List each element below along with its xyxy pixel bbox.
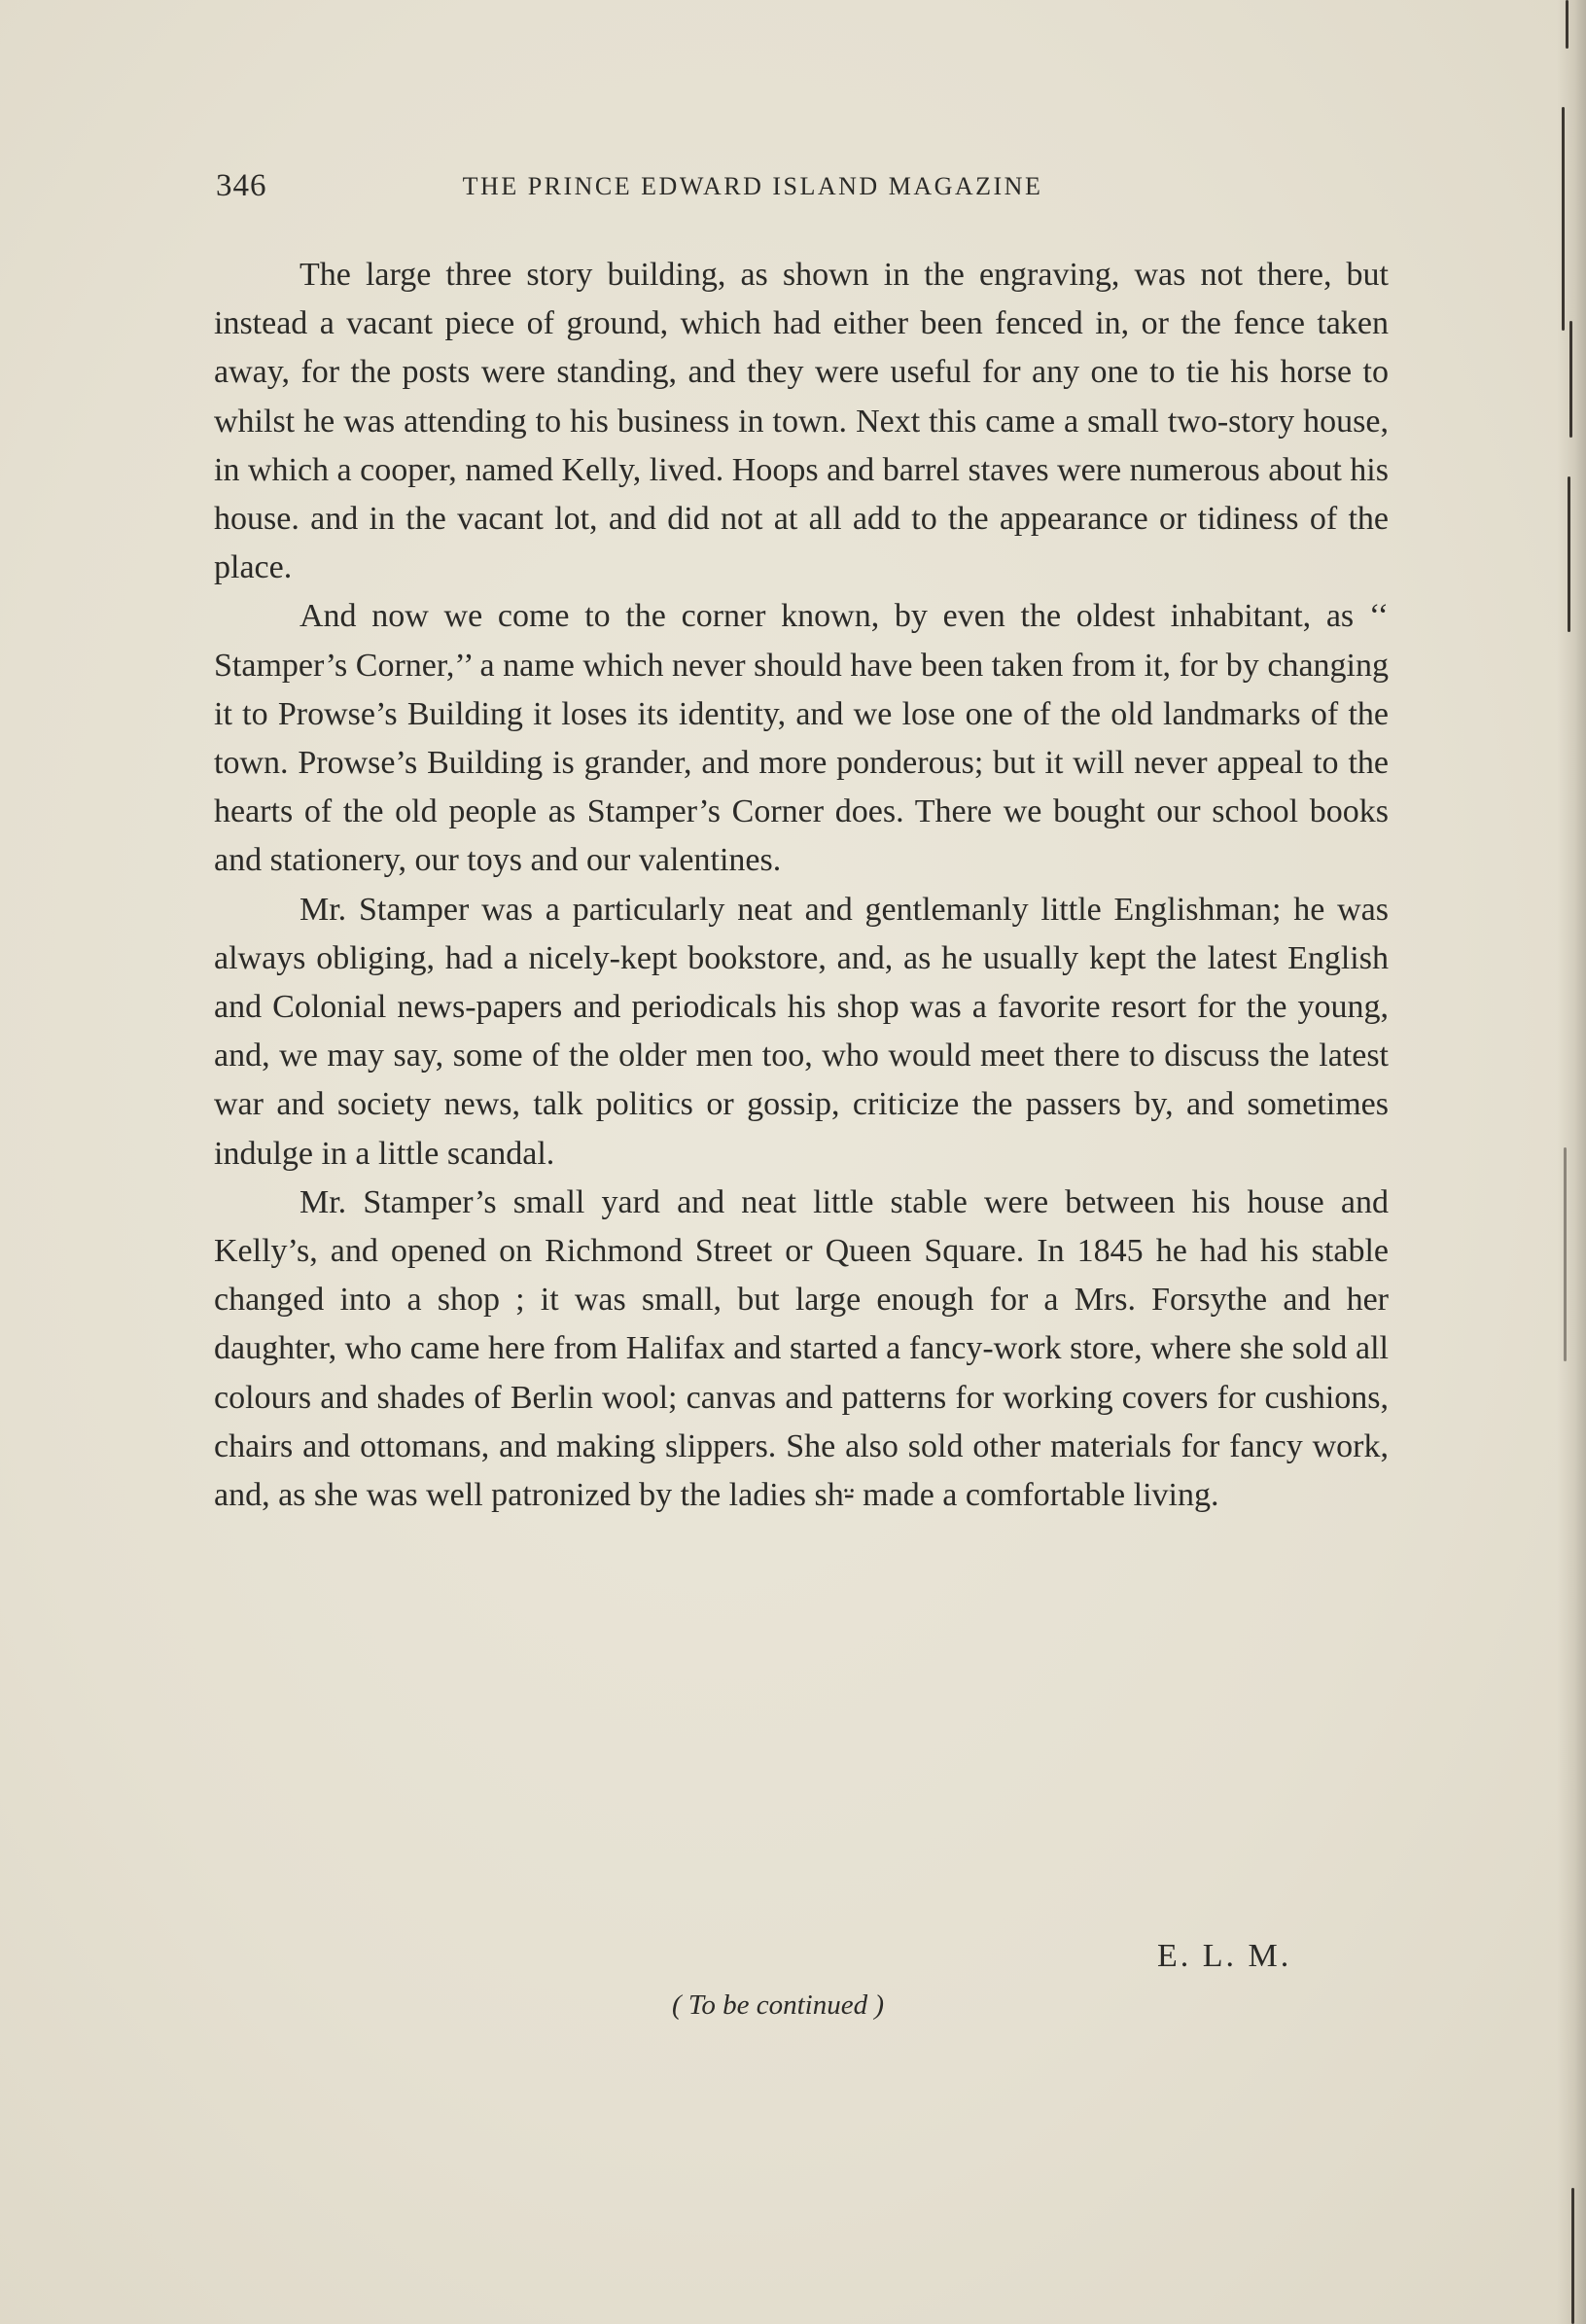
running-title: THE PRINCE EDWARD ISLAND MAGAZINE xyxy=(462,172,1043,200)
page-edge-mark xyxy=(1569,321,1572,438)
running-header xyxy=(216,168,1202,207)
paragraph: Mr. Stamper was a particularly neat and gentlemanly little Englishman; he was always obliging, had a nicely-kept bookstore, and, as he usually kept the latest English and Colonial news-papers and periodicals his shop was a favorite resort for the young, and, we may say, some of the older men too, who would meet there to discuss the latest war and society news, talk politics or gossip, criticize the passers by, and sometimes indulge in a little scandal. xyxy=(214,891,1389,1172)
page-edge-mark xyxy=(1568,476,1570,632)
page-edge-mark xyxy=(1562,107,1565,331)
page-number: 346 xyxy=(216,168,267,203)
page-edge-mark xyxy=(1566,0,1568,49)
page-edge-mark xyxy=(1564,1147,1567,1361)
page-edge-mark xyxy=(1571,2188,1574,2324)
paragraph: And now we come to the corner known, by even the oldest inhabitant, as ‘‘ Stamper’s Corner,’’ a name which never should have been taken from it, for by changing it to Prowse’s Building it loses its identity, and we lose one of the old landmarks of the town. Prowse’s Building is grander, and more ponderous; but it will never appeal to the hearts of the old people as Stamper’s Corner does. There we bought our school books and stationery, our toys and our valentines. xyxy=(214,598,1389,879)
paragraph: The large three story building, as shown in the engraving, was not there, but instead a vacant piece of ground, which had either been fenced in, or the fence taken away, for the posts were standing, and they were useful for any one to tie his horse to whilst he was attending to his business in town. Next this came a small two-story house, in which a cooper, named Kelly, lived. Hoops and barrel staves were numerous about his house. and in the vacant lot, and did not at all add to the appearance or tidiness of the place. xyxy=(214,257,1389,586)
paragraph: Mr. Stamper’s small yard and neat little stable were between his house and Kelly’s, and opened on Richmond Street or Queen Square. In 1845 he had his stable changed into a shop ; it was small, but large enough for a Mrs. Forsythe and her daughter, who came here from Halifax and started a fancy-work store, where she sold all colours and shades of Berlin wool; canvas and patterns for working covers for cushions, chairs and ottomans, and making slippers. She also sold other materials for fancy work, and, as she was well patronized by the ladies sh⸚ made a comfortable living. xyxy=(214,1183,1389,1514)
author-initials: E. L. M. xyxy=(1157,1938,1292,1974)
article-body xyxy=(214,251,1389,1520)
continued-note: ( To be continued ) xyxy=(671,1989,884,2021)
